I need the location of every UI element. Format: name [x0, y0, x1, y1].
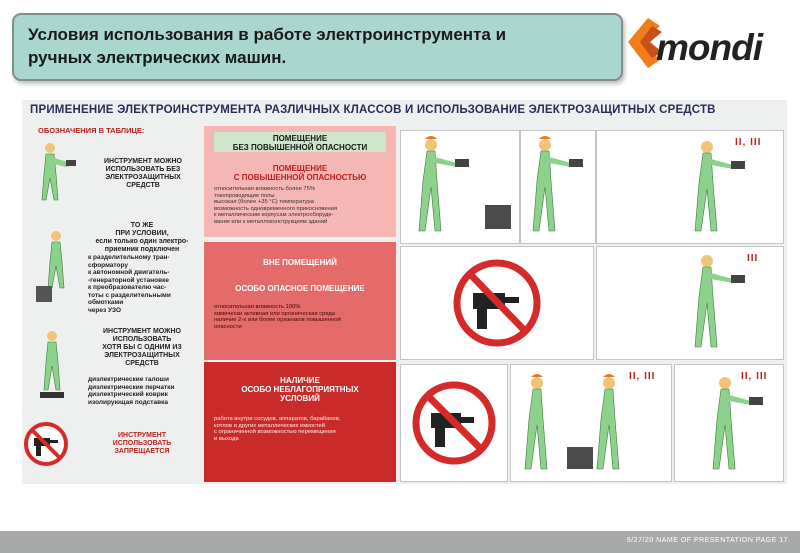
danger-criterion-item: относительная влажность более 75%: [214, 186, 316, 192]
increased-danger-list: [214, 186, 337, 226]
legend-item-prohibited: ИНСТРУМЕНТ ИСПОЛЬЗОВАТЬ ЗАПРЕЩАЕТСЯ: [112, 432, 172, 455]
category-block-unfavorable: [204, 362, 396, 482]
category-block-outdoor: [204, 242, 396, 360]
prohibited-drill-icon: [401, 365, 507, 481]
category-title-increased-danger: ПОМЕЩЕНИЕ С ПОВЫШЕННОЙ ОПАСНОСТЬЮ: [233, 164, 367, 182]
legend-item-with-protection: ИНСТРУМЕНТ МОЖНО ИСПОЛЬЗОВАТЬ ХОТЯ БЫ С ОДНИМ ИЗ ЭЛЕКТРОЗАЩИТНЫХ СРЕДСТВ: [102, 328, 182, 367]
slide-title-line-1: Условия использования в работе электроинструмента и: [28, 25, 507, 44]
dangerous-criterion-item: химически активная или органическая среда: [214, 310, 336, 317]
worker-figure-1: [36, 140, 80, 204]
class-mark: II, III: [735, 137, 762, 148]
legend-condition-item: сформатору: [88, 261, 128, 269]
legend-protection-item: диэлектрические перчатки: [88, 383, 175, 391]
cell-row1-class2: [520, 130, 596, 244]
unfavorable-condition-item: и выхода: [214, 435, 239, 442]
poster-title: ПРИМЕНЕНИЕ ЭЛЕКТРОИНСТРУМЕНТА РАЗЛИЧНЫХ КЛАССОВ И ИСПОЛЬЗОВАНИЕ ЭЛЕКТРОЗАЩИТНЫХ СРЕДСТВ: [30, 104, 716, 116]
legend-conditions-list: [88, 254, 198, 314]
danger-criterion-item: возможность одновременного прикосновения: [214, 205, 338, 212]
legend-condition-item: через УЗО: [88, 306, 122, 314]
mondi-logo: [626, 12, 796, 76]
slide-footer: [0, 531, 800, 553]
cell-row1-class3: [596, 130, 784, 244]
class-mark: II, III: [629, 371, 656, 382]
worker-figure-3: [36, 328, 80, 408]
legend-protection-list: [88, 376, 198, 406]
slide-title-line-2: ручных электрических машин.: [28, 48, 287, 67]
legend-protection-item: диэлектрические галоши: [88, 376, 169, 383]
legend-condition-item: к автономной двигатель-: [88, 269, 170, 276]
unfavorable-condition-item: котлов и других металлических емкостей: [214, 422, 325, 429]
safety-poster: [22, 100, 787, 484]
class-mark: II, III: [741, 371, 768, 382]
unfavorable-conditions-list: [214, 416, 340, 442]
legend-heading: ОБОЗНАЧЕНИЯ В ТАБЛИЦЕ:: [38, 126, 145, 135]
worker-with-drill-figure: [675, 365, 783, 481]
cell-row2-class3: [596, 246, 784, 360]
cell-row1-class1: [400, 130, 520, 244]
unfavorable-condition-item: с ограниченной возможностью перемещения: [214, 429, 336, 436]
mondi-logo-text: mondi: [656, 27, 762, 68]
worker-with-drill-figure: [521, 131, 595, 243]
cell-row3-class3: [674, 364, 784, 482]
legend-protection-item: изолирующая подставка: [88, 398, 168, 406]
danger-criterion-item: высокая (более +35 °С) температура: [214, 199, 314, 206]
slide-title-box: [12, 13, 623, 81]
category-title-normal: ПОМЕЩЕНИЕ БЕЗ ПОВЫШЕННОЙ ОПАСНОСТИ: [232, 134, 368, 152]
danger-criterion-item: вания или к металлоконструкциям зданий: [214, 218, 328, 225]
worker-figure-2: [34, 228, 78, 308]
dangerous-criterion-item: наличие 2-х или более признаков повышенной: [214, 317, 341, 324]
prohibited-drill-icon: [401, 247, 593, 359]
category-title-especially-dangerous: ОСОБО ОПАСНОЕ ПОМЕЩЕНИЕ: [235, 284, 365, 293]
legend-condition-item: тоты с разделительными: [88, 291, 171, 299]
danger-criterion-item: к металлическим корпусам электрооборуде-: [214, 212, 334, 219]
cell-row3-class1: [400, 364, 508, 482]
footer-text: 9/27/20 NAME OF PRESENTATION PAGE 17: [626, 537, 788, 544]
category-title-unfavorable: НАЛИЧИЕ ОСОБО НЕБЛАГОПРИЯТНЫХ УСЛОВИЙ: [241, 376, 359, 403]
cell-row2-class1: [400, 246, 594, 360]
category-block-normal: [204, 126, 396, 237]
danger-criterion-item: токопроводящие полы: [214, 192, 275, 199]
dangerous-criterion-item: опасности: [214, 323, 242, 330]
class-mark: III: [747, 253, 759, 264]
legend-condition-item: -генераторной установке: [88, 276, 169, 284]
legend-condition-item: обмотками: [88, 299, 124, 306]
cell-row3-class2: [510, 364, 672, 482]
especially-dangerous-list: [214, 304, 341, 330]
unfavorable-condition-item: работа внутри сосудов, аппаратов, барабанов,: [214, 416, 341, 422]
worker-with-drill-figure: [401, 131, 519, 243]
dangerous-criterion-item: относительная влажность 100%: [214, 304, 301, 310]
prohibited-drill-icon: [22, 420, 70, 468]
legend-item-conditional-head: ТО ЖЕ ПРИ УСЛОВИИ, если только один электро- приемник подключен: [95, 222, 189, 253]
legend-protection-item: диэлектрический коврик: [88, 391, 168, 398]
category-title-outdoor: ВНЕ ПОМЕЩЕНИЙ: [263, 258, 337, 267]
legend-condition-item: к преобразователю час-: [88, 284, 167, 291]
worker-with-drill-figure: [511, 365, 671, 481]
legend-item-no-protection: ИНСТРУМЕНТ МОЖНО ИСПОЛЬЗОВАТЬ БЕЗ ЭЛЕКТРОЗАЩИТНЫХ СРЕДСТВ: [104, 158, 182, 189]
legend-condition-item: к разделительному тран-: [88, 254, 170, 261]
